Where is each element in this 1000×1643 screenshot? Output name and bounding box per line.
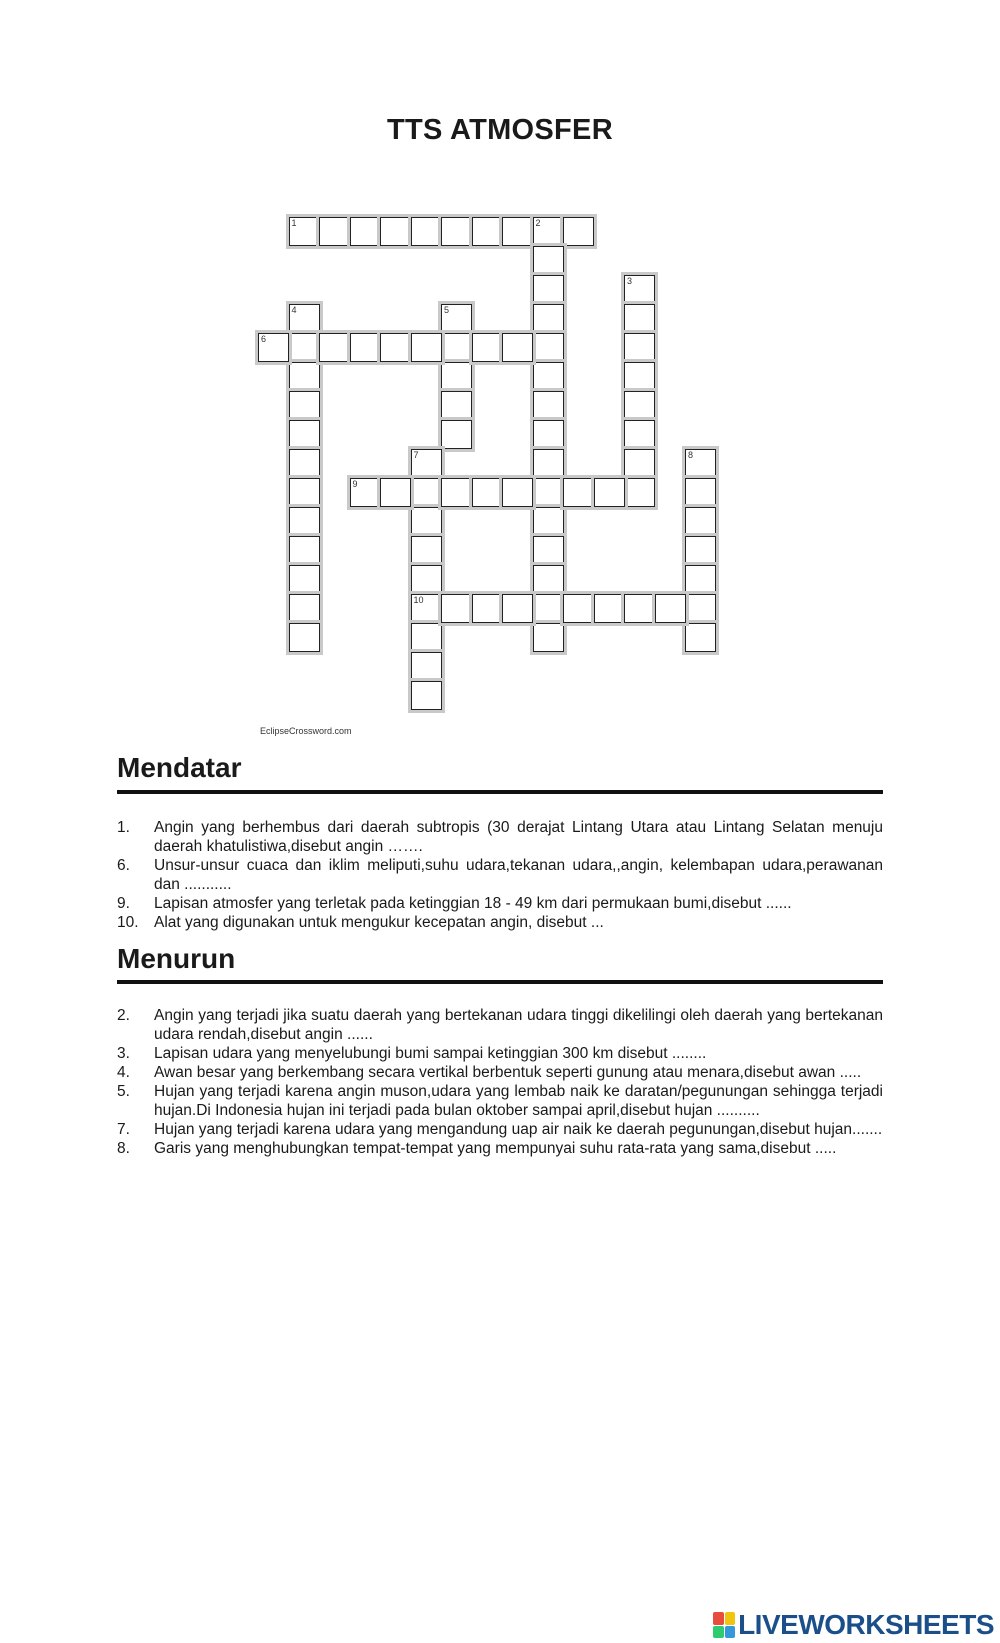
crossword-cell[interactable] xyxy=(289,391,320,420)
clue-item xyxy=(117,856,883,894)
clue-item xyxy=(117,894,883,913)
clue-number: 1. xyxy=(117,819,130,836)
clue-number: 6. xyxy=(117,857,130,874)
crossword-cell[interactable] xyxy=(441,304,472,333)
logo-square xyxy=(713,1626,724,1639)
mendatar-rule xyxy=(117,790,883,794)
crossword-cell[interactable] xyxy=(533,565,564,594)
clue-text: Awan besar yang berkembang secara vertikal berbentuk seperti gunung atau menara,disebut awan ..... xyxy=(154,1064,862,1081)
menurun-clues xyxy=(117,1006,883,1158)
crossword-cell[interactable] xyxy=(533,478,564,507)
crossword-cell[interactable] xyxy=(594,594,625,623)
clue-text: Alat yang digunakan untuk mengukur kecepatan angin, disebut ... xyxy=(154,914,604,931)
crossword-cell[interactable] xyxy=(624,478,655,507)
crossword-cell[interactable] xyxy=(594,478,625,507)
mendatar-heading: Mendatar xyxy=(117,752,242,783)
crossword-cell[interactable] xyxy=(289,623,320,652)
menurun-heading: Menurun xyxy=(117,943,236,974)
crossword-cell[interactable] xyxy=(441,478,472,507)
clue-text: Lapisan atmosfer yang terletak pada ketinggian 18 - 49 km dari permukaan bumi,disebut ...... xyxy=(154,895,792,912)
clue-number: 5. xyxy=(117,1083,130,1100)
crossword-cell[interactable] xyxy=(441,362,472,391)
crossword-cell[interactable] xyxy=(685,478,716,507)
crossword-cell[interactable] xyxy=(533,507,564,536)
crossword-cell[interactable] xyxy=(411,536,442,565)
clue-number: 9. xyxy=(117,895,130,912)
crossword-cell[interactable] xyxy=(411,594,442,623)
crossword-cell[interactable] xyxy=(350,478,381,507)
clue-number: 3. xyxy=(117,1045,130,1062)
crossword-cell[interactable] xyxy=(533,594,564,623)
clue-number-label: 2 xyxy=(535,218,541,228)
crossword-cell[interactable] xyxy=(685,536,716,565)
clue-number: 10. xyxy=(117,914,139,931)
crossword-cell[interactable] xyxy=(289,536,320,565)
crossword-cell[interactable] xyxy=(533,275,564,304)
crossword-cell[interactable] xyxy=(289,420,320,449)
crossword-cell[interactable] xyxy=(533,217,564,246)
crossword-cell[interactable] xyxy=(441,217,472,246)
crossword-cell[interactable] xyxy=(441,594,472,623)
crossword-cell[interactable] xyxy=(563,478,594,507)
clue-text: Angin yang terjadi jika suatu daerah yang bertekanan udara tinggi dikelilingi oleh daerah yang bertekanan udara rendah,disebut angin ...... xyxy=(154,1007,883,1043)
crossword-cell[interactable] xyxy=(685,594,716,623)
crossword-cell[interactable] xyxy=(624,275,655,304)
credit-text: EclipseCrossword.com xyxy=(260,726,352,736)
crossword-cell[interactable] xyxy=(380,333,411,362)
crossword-cell[interactable] xyxy=(533,536,564,565)
crossword-cell[interactable] xyxy=(289,449,320,478)
crossword-cell[interactable] xyxy=(319,217,350,246)
crossword-cell[interactable] xyxy=(685,565,716,594)
crossword-cell[interactable] xyxy=(502,333,533,362)
crossword-cell[interactable] xyxy=(411,333,442,362)
clue-item xyxy=(117,1120,883,1139)
crossword-cell[interactable] xyxy=(472,478,503,507)
crossword-cell[interactable] xyxy=(533,420,564,449)
crossword-cell[interactable] xyxy=(441,391,472,420)
clue-item xyxy=(117,1006,883,1044)
clue-number-label: 9 xyxy=(352,479,358,489)
clue-number-label: 4 xyxy=(291,305,297,315)
crossword-cell[interactable] xyxy=(411,478,442,507)
crossword-cell[interactable] xyxy=(624,304,655,333)
clue-number: 8. xyxy=(117,1140,130,1157)
crossword-grid xyxy=(0,0,1000,740)
crossword-cell[interactable] xyxy=(289,594,320,623)
clue-number-label: 8 xyxy=(688,450,694,460)
brand-text: LIVEWORKSHEETS xyxy=(738,1609,994,1640)
crossword-cell[interactable] xyxy=(533,623,564,652)
crossword-cell[interactable] xyxy=(289,217,320,246)
clue-number: 4. xyxy=(117,1064,130,1081)
crossword-cell[interactable] xyxy=(472,217,503,246)
logo-square xyxy=(725,1612,736,1625)
logo-square xyxy=(713,1612,724,1625)
crossword-cell[interactable] xyxy=(472,333,503,362)
crossword-cell[interactable] xyxy=(289,507,320,536)
crossword-cell[interactable] xyxy=(685,623,716,652)
clue-text: Hujan yang terjadi karena angin muson,udara yang lembab naik ke daratan/pegunungan sehingga terjadi hujan.Di Indonesia hujan ini terjadi pada bulan oktober sampai april,disebut hujan .......... xyxy=(154,1083,883,1119)
crossword-cell[interactable] xyxy=(533,246,564,275)
clue-text: Hujan yang terjadi karena udara yang mengandung uap air naik ke daerah pegunungan,disebut hujan....... xyxy=(154,1121,883,1138)
crossword-cell[interactable] xyxy=(533,391,564,420)
clue-item xyxy=(117,1044,883,1063)
crossword-cell[interactable] xyxy=(655,594,686,623)
liveworksheets-logo xyxy=(713,1609,994,1641)
liveworksheets-icon xyxy=(713,1612,735,1638)
crossword-cell[interactable] xyxy=(533,333,564,362)
clue-number-label: 5 xyxy=(444,305,450,315)
clue-item xyxy=(117,1063,883,1082)
clue-number-label: 1 xyxy=(291,218,297,228)
crossword-cell[interactable] xyxy=(685,449,716,478)
mendatar-clues xyxy=(117,818,883,932)
crossword-cell[interactable] xyxy=(319,333,350,362)
crossword-cell[interactable] xyxy=(624,594,655,623)
clue-item xyxy=(117,913,883,932)
logo-square xyxy=(725,1626,736,1639)
crossword-cell[interactable] xyxy=(411,652,442,681)
crossword-cell[interactable] xyxy=(258,333,289,362)
clue-number-label: 3 xyxy=(627,276,633,286)
clue-text: Lapisan udara yang menyelubungi bumi sampai ketinggian 300 km disebut ........ xyxy=(154,1045,707,1062)
crossword-cell[interactable] xyxy=(411,623,442,652)
clue-text: Unsur-unsur cuaca dan iklim meliputi,suhu udara,tekanan udara,,angin, kelembapan udara,perawanan dan ........... xyxy=(154,857,883,893)
crossword-cell[interactable] xyxy=(411,681,442,710)
crossword-cell[interactable] xyxy=(380,478,411,507)
clue-item xyxy=(117,1139,883,1158)
crossword-cell[interactable] xyxy=(289,362,320,391)
crossword-cell[interactable] xyxy=(624,449,655,478)
crossword-cell[interactable] xyxy=(441,333,472,362)
crossword-cell[interactable] xyxy=(533,362,564,391)
clue-text: Angin yang berhembus dari daerah subtropis (30 derajat Lintang Utara atau Lintang Selatan menuju daerah khatulistiwa,disebut angin ……. xyxy=(154,819,883,855)
page-title: TTS ATMOSFER xyxy=(387,114,613,146)
crossword-cell[interactable] xyxy=(502,478,533,507)
crossword-cell[interactable] xyxy=(411,217,442,246)
clue-number-label: 10 xyxy=(413,595,424,605)
crossword-cell[interactable] xyxy=(380,217,411,246)
clue-number: 2. xyxy=(117,1007,130,1024)
clue-item xyxy=(117,1082,883,1120)
crossword-cell[interactable] xyxy=(563,594,594,623)
crossword-cell[interactable] xyxy=(411,565,442,594)
clue-item xyxy=(117,818,883,856)
crossword-cell[interactable] xyxy=(685,507,716,536)
crossword-cell[interactable] xyxy=(411,449,442,478)
clue-number-label: 6 xyxy=(261,334,267,344)
menurun-rule xyxy=(117,980,883,984)
crossword-cell[interactable] xyxy=(350,217,381,246)
crossword-cell[interactable] xyxy=(624,391,655,420)
crossword-cell[interactable] xyxy=(289,478,320,507)
crossword-cell[interactable] xyxy=(411,507,442,536)
crossword-cell[interactable] xyxy=(472,594,503,623)
crossword-cell[interactable] xyxy=(533,449,564,478)
crossword-cell[interactable] xyxy=(289,565,320,594)
crossword-cell[interactable] xyxy=(502,217,533,246)
crossword-cell[interactable] xyxy=(533,304,564,333)
crossword-cell[interactable] xyxy=(350,333,381,362)
crossword-cell[interactable] xyxy=(624,362,655,391)
clue-number-label: 7 xyxy=(413,450,419,460)
crossword-cell[interactable] xyxy=(441,420,472,449)
crossword-cell[interactable] xyxy=(289,333,320,362)
crossword-cell[interactable] xyxy=(624,420,655,449)
crossword-cell[interactable] xyxy=(502,594,533,623)
clue-text: Garis yang menghubungkan tempat-tempat yang mempunyai suhu rata-rata yang sama,disebut ..... xyxy=(154,1140,837,1157)
crossword-cell[interactable] xyxy=(563,217,594,246)
clue-number: 7. xyxy=(117,1121,130,1138)
crossword-cell[interactable] xyxy=(624,333,655,362)
crossword-cell[interactable] xyxy=(289,304,320,333)
